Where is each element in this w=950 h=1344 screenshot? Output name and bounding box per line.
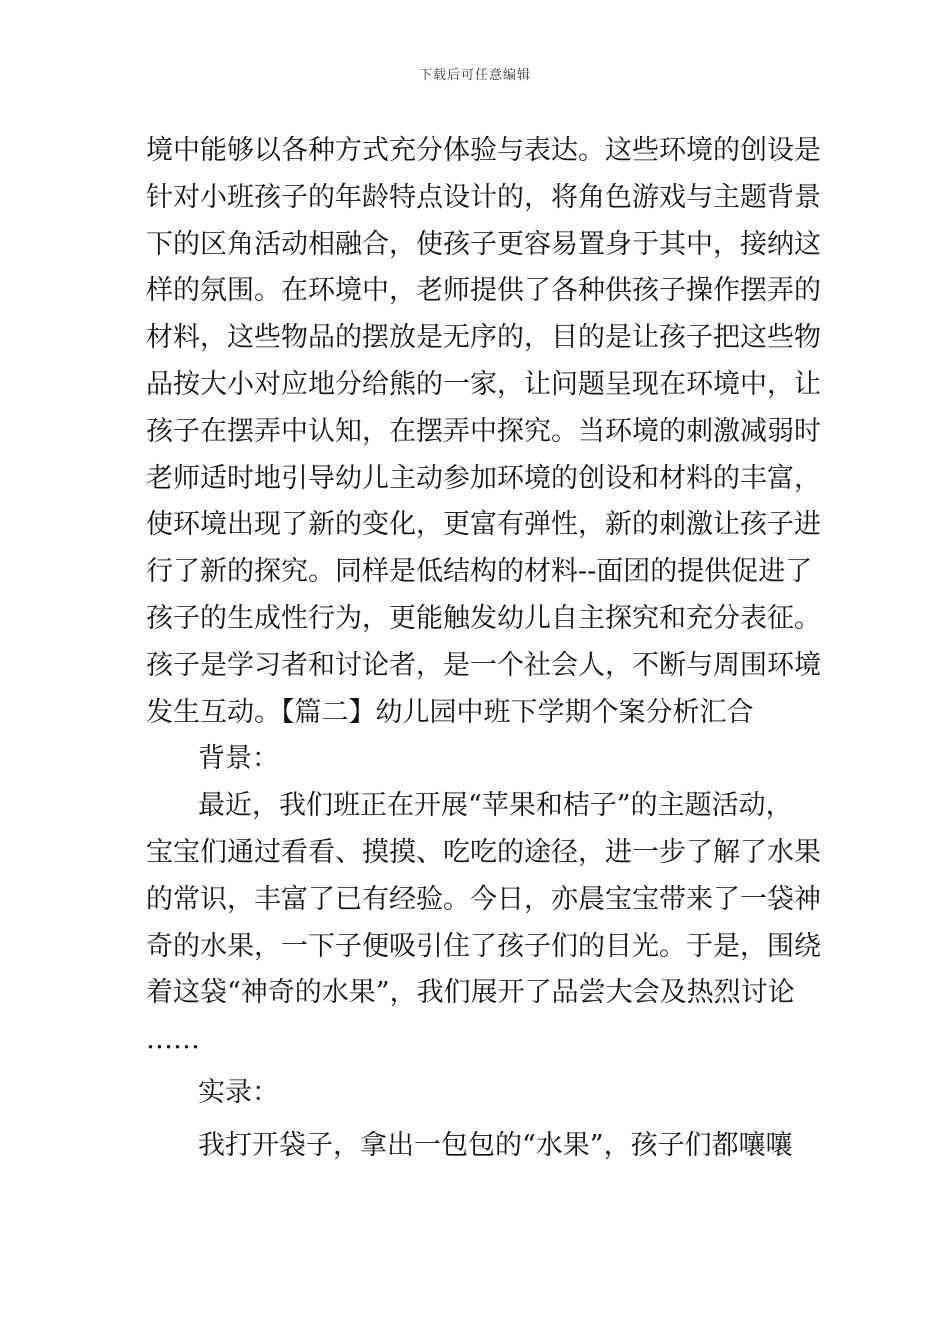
text-line: 下的区角活动相融合，使孩子更容易置身于其中，接纳这	[146, 228, 821, 260]
text-line: 发生互动。【篇二】幼儿园中班下学期个案分析汇合	[146, 696, 754, 728]
text-line: 着这袋“神奇的水果”，我们展开了品尝大会及热烈讨论	[146, 977, 795, 1009]
text-line: 境中能够以各种方式充分体验与表达。这些环境的创设是	[146, 135, 821, 166]
text-line: 奇的水果，一下子便吸引住了孩子们的目光。于是，围绕	[146, 930, 821, 962]
text-line: 行了新的探究。同样是低结构的材料--面团的提供促进了	[146, 556, 813, 588]
text-line: 使环境出现了新的变化，更富有弹性，新的刺激让孩子进	[146, 509, 821, 541]
document-body	[146, 128, 821, 1170]
text-line: ……	[146, 1024, 200, 1056]
text-line: 孩子的生成性行为，更能触发幼儿自主探究和充分表征。	[146, 602, 821, 634]
text-line: 样的氛围。在环境中，老师提供了各种供孩子操作摆弄的	[146, 275, 821, 307]
text-line: 材料，这些物品的摆放是无序的，目的是让孩子把这些物	[146, 322, 821, 354]
section-heading-background: 背景：	[198, 743, 279, 775]
text-line: 的常识，丰富了已有经验。今日，亦晨宝宝带来了一袋神	[146, 883, 821, 915]
page-header: 下载后可任意编辑	[418, 68, 531, 83]
text-line: 宝宝们通过看看、摸摸、吃吃的途径，进一步了解了水果	[146, 836, 821, 868]
text-line: 孩子在摆弄中认知，在摆弄中探究。当环境的刺激减弱时	[146, 415, 821, 447]
section-heading-record: 实录：	[198, 1076, 279, 1108]
text-line: 品按大小对应地分给熊的一家，让问题呈现在环境中，让	[146, 368, 821, 400]
text-line: 我打开袋子，拿出一包包的“水果”，孩子们都嚷嚷	[198, 1129, 793, 1161]
text-line: 最近，我们班正在开展“苹果和桔子”的主题活动，	[198, 790, 793, 822]
text-line: 针对小班孩子的年龄特点设计的，将角色游戏与主题背景	[146, 181, 821, 213]
text-line: 老师适时地引导幼儿主动参加环境的创设和材料的丰富，	[146, 462, 821, 494]
text-line: 孩子是学习者和讨论者，是一个社会人，不断与周围环境	[146, 649, 821, 681]
